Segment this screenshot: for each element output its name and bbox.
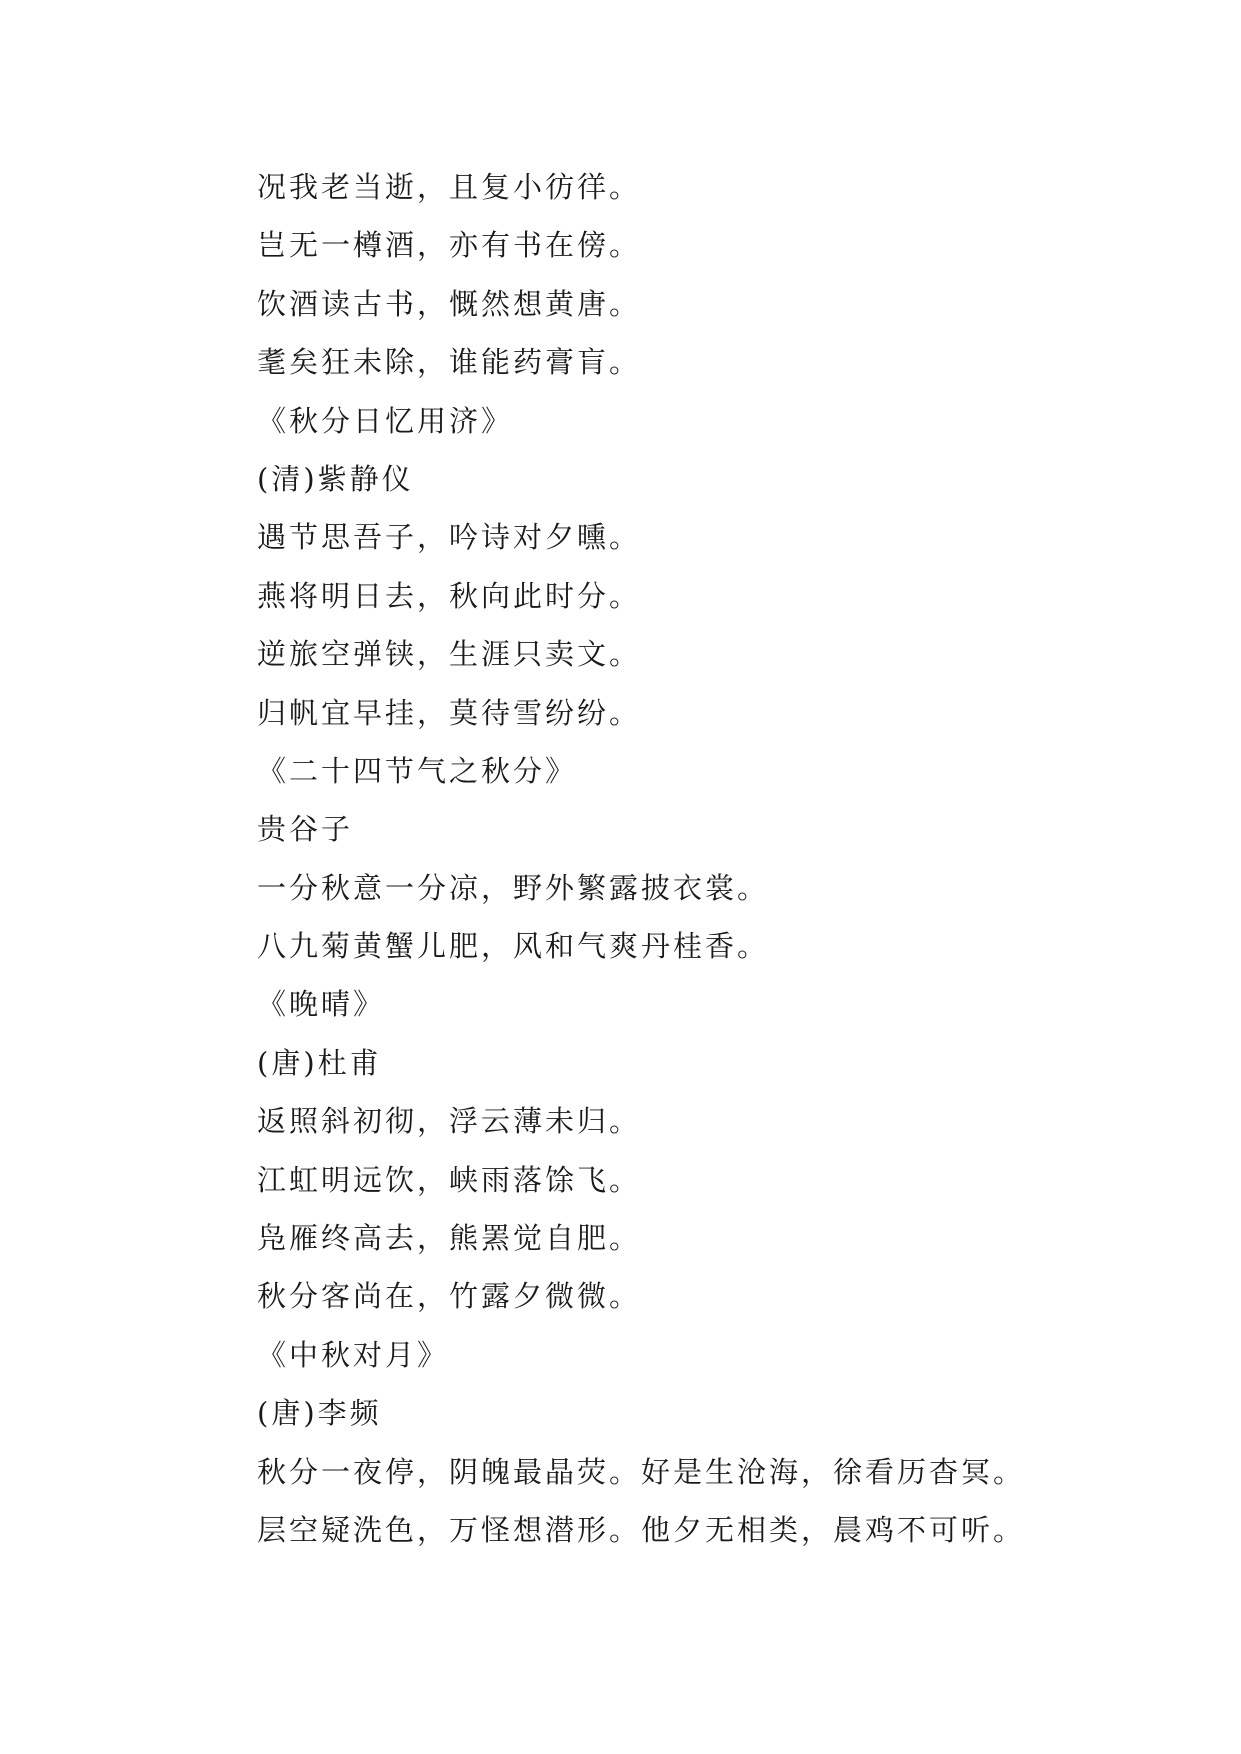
poem-line: 岂无一樽酒，亦有书在傍。 — [257, 228, 642, 263]
poem-line: 凫雁终高去，熊罴觉自肥。 — [257, 1221, 642, 1256]
poem-author: (清)紫静仪 — [257, 461, 414, 496]
poem-line: 返照斜初彻，浮云薄未归。 — [257, 1104, 642, 1139]
poem-line: 遇节思吾子，吟诗对夕曛。 — [257, 520, 642, 555]
poem-title: 《中秋对月》 — [257, 1337, 450, 1372]
poem-title: 《晚晴》 — [257, 987, 386, 1022]
poem-line: 燕将明日去，秋向此时分。 — [257, 578, 642, 613]
poem-author: (唐)李频 — [257, 1396, 382, 1431]
poem-title: 《二十四节气之秋分》 — [257, 753, 578, 788]
poem-author: (唐)杜甫 — [257, 1045, 382, 1080]
poem-line: 饮酒读古书，慨然想黄唐。 — [257, 286, 642, 321]
poem-line: 况我老当逝，且复小彷徉。 — [257, 170, 642, 204]
poem-line: 一分秋意一分凉，野外繁露披衣裳。 — [257, 870, 770, 905]
poem-line: 逆旅空弹铗，生涯只卖文。 — [257, 637, 642, 672]
document-page — [257, 158, 1157, 1559]
poem-line: 八九菊黄蟹儿肥，风和气爽丹桂香。 — [257, 929, 770, 964]
poem-line: 归帆宜早挂，莫待雪纷纷。 — [257, 695, 642, 730]
poem-title: 《秋分日忆用济》 — [257, 403, 514, 438]
poem-line: 江虹明远饮，峡雨落馀飞。 — [257, 1162, 642, 1197]
poem-line: 秋分一夜停，阴魄最晶荧。好是生沧海，徐看历杳冥。 — [257, 1454, 1026, 1489]
poem-author: 贵谷子 — [257, 812, 354, 847]
poem-line: 秋分客尚在，竹露夕微微。 — [257, 1279, 642, 1314]
poem-line: 耄矣狂未除，谁能药膏肓。 — [257, 345, 642, 380]
poem-line: 层空疑洗色，万怪想潜形。他夕无相类，晨鸡不可听。 — [257, 1512, 1026, 1547]
